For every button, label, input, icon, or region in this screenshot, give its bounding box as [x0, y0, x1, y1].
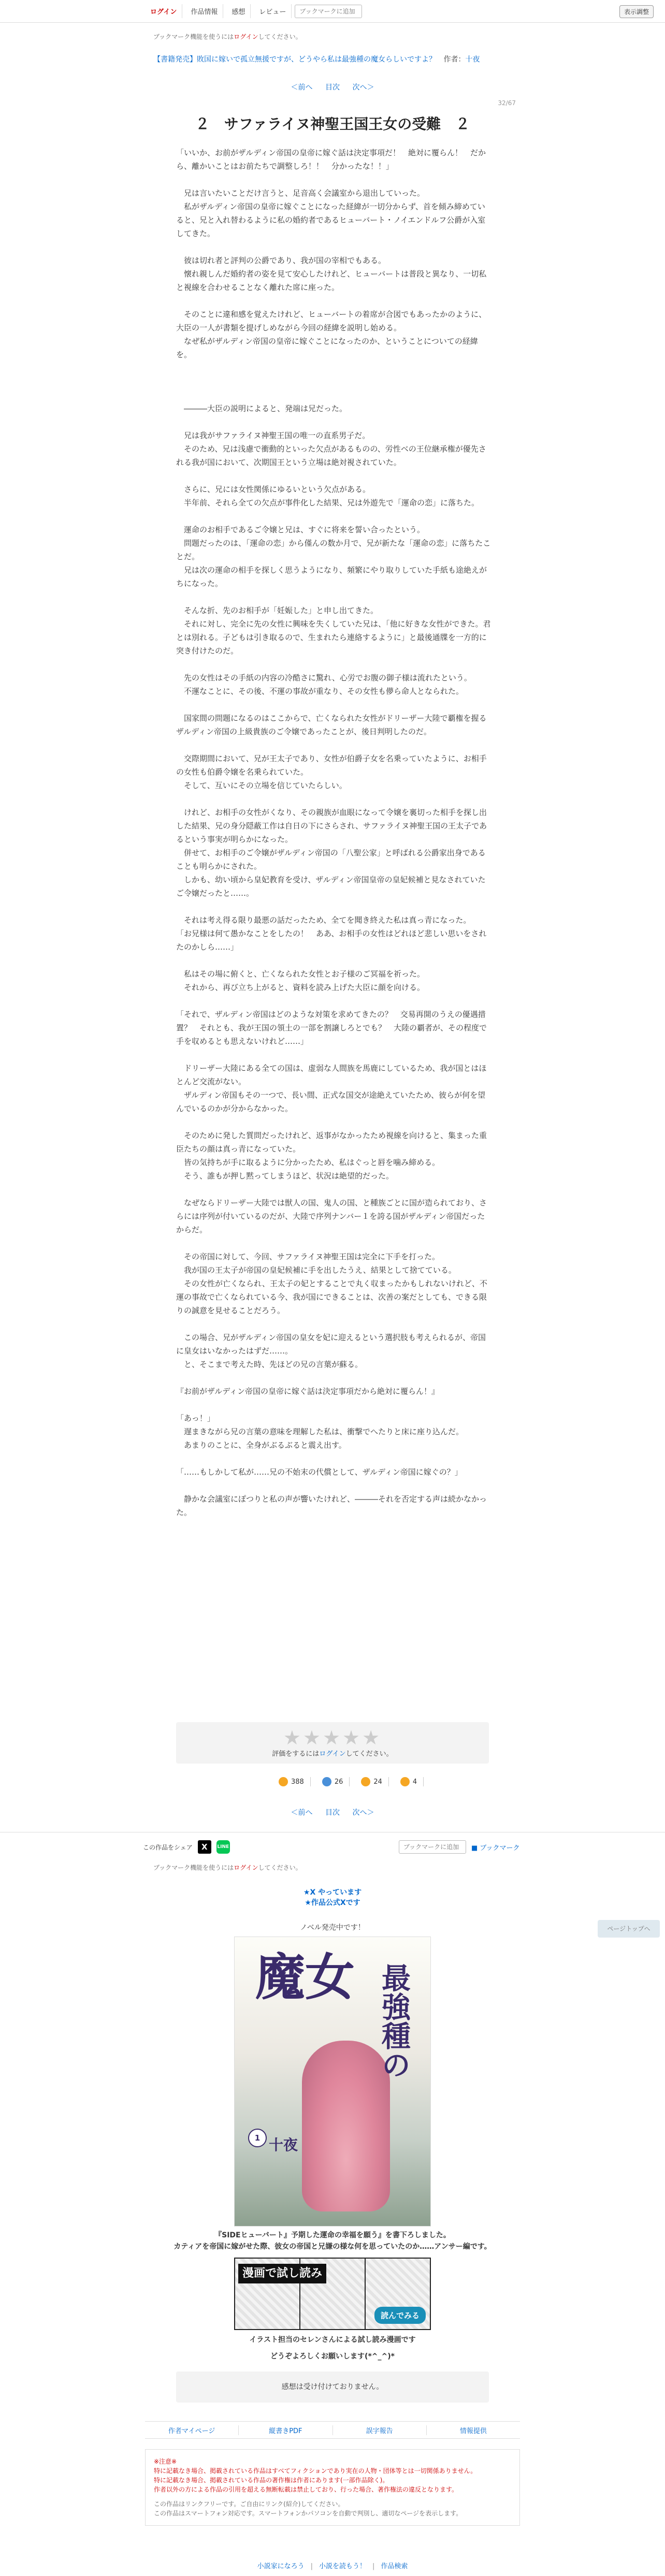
promo-novel-sale: ノベル発売中です！	[300, 1924, 365, 1932]
promo-x-line2[interactable]: ★作品公式Xです	[305, 1899, 360, 1907]
body-paragraph: 不運なことに、その後、不運の事故が重なり、その女性も儚ら命人となられた。	[176, 687, 464, 696]
toc-link[interactable]: 目次	[325, 1809, 340, 1817]
body-paragraph: 兄は言いたいことだけ言うと、足音高く会議室から退出していった。	[176, 188, 425, 198]
vertical-pdf-link[interactable]: 縦書きPDF	[239, 2425, 332, 2435]
body-paragraph	[176, 698, 492, 711]
body-paragraph	[176, 1317, 492, 1331]
site-link[interactable]: 作品検索	[381, 2563, 408, 2570]
body-paragraph: 懐れ親しんだ婚約者の姿を見て安心したけれど、ヒューバートは普段と異なり、一切私と視線を合わせることなく離れた席に座った。	[176, 269, 487, 292]
body-paragraph: それに対し、完全に先の女性に興味を失くしていた兄は、「他に好きな女性ができた。君とは別れる。子どもは引き取るので、生まれたら連絡するように」と最後通牒を一方的に突き付けたのだ。	[176, 619, 491, 656]
body-paragraph: 併せて、お相手のご令嬢がザルディン帝国の「八聖公家」と呼ばれる公爵家出身であることも明らかにされた。	[176, 848, 486, 871]
body-paragraph	[176, 1048, 492, 1061]
spacer	[154, 2494, 511, 2499]
manga-preview-banner[interactable]	[234, 2258, 431, 2330]
bookmark-area	[399, 1840, 520, 1854]
body-paragraph: と、そこまで考えた時、先ほどの兄の言葉が蘇る。	[176, 1360, 363, 1369]
login-link[interactable]: ログイン	[145, 4, 182, 18]
disclaimer-box	[145, 2449, 520, 2526]
episode-number: 32/67	[498, 99, 516, 107]
reaction-laughing-face[interactable]	[361, 1777, 389, 1786]
body-paragraph: 先の女性はその手紙の内容の冷酷さに驚れ、心労でお腹の御子様は流れたという。	[176, 673, 472, 682]
body-paragraph: そのことに違和感を覚えたけれど、ヒューバートの着席が合図でもあったかのように、大臣の一人が書類を提げしめながら今回の経緯を説明し始める。	[176, 310, 487, 332]
thumbs-up-icon	[279, 1777, 288, 1786]
body-paragraph: そう、誰もが押し黙ってしまうほど、状況は絶望的だった。	[176, 1171, 394, 1181]
notice-login-link[interactable]: ログイン	[234, 33, 258, 40]
body-paragraph	[176, 1115, 492, 1129]
x-share-icon[interactable]: X	[198, 1840, 211, 1854]
bookmark-button[interactable]: ■ ブックマーク	[471, 1844, 520, 1852]
share-label: この作品をシェア	[143, 1843, 193, 1851]
top-header	[0, 0, 665, 23]
prev-link[interactable]: ＜前へ	[291, 1809, 313, 1817]
body-paragraph: 私がザルディン帝国の皇帝に嫁ぐことになった経緯が一切分からず、首を傾み締めていると、兄と入れ替わるように私の婚約者であるヒューバート・ノイエンドルフ公爵が入室してきた。	[176, 202, 486, 238]
body-paragraph: 「お兄様は何て愚かなことをしたの！ ああ、お相手の女性はどれほど悲しい思いをされたのかしら……」	[176, 929, 487, 952]
typo-report-link[interactable]: 誤字報告	[333, 2425, 427, 2435]
rating-note: 評価をするにはログインしてください。	[272, 1750, 393, 1758]
share-row	[143, 1840, 230, 1854]
reaction-count: 4	[412, 1778, 417, 1786]
link-separator: |	[372, 2563, 375, 2570]
body-paragraph	[176, 738, 492, 752]
body-paragraph	[176, 1479, 492, 1492]
body-paragraph: 彼は切れ者と評判の公爵であり、我が国の宰相でもある。	[176, 256, 386, 265]
site-link[interactable]: 小説家になろう	[257, 2563, 305, 2570]
manga-banner-title: 漫画で試し読み	[238, 2264, 326, 2283]
body-paragraph: 「それで、ザルディン帝国はどのような対策を求めてきたの？ 交易再開のうえの優遇措置？ それとも、我が王国の領土の一部を割譲しろとでも？ 大陸の覇者が、その程度で手を収めるとも思えないけれど……」	[176, 1010, 487, 1046]
body-paragraph	[176, 240, 492, 254]
body-paragraph: 私はその場に俯くと、亡くなられた女性とお子様のご冥福を祈った。	[176, 969, 425, 979]
toc-link[interactable]: 目次	[325, 83, 340, 92]
body-paragraph	[176, 792, 492, 806]
promo-caption-2: カティアを帝国に嫁がせた際、彼女の帝国と兄嫌の様な何を思っていたのか……アンサー編です。	[174, 2243, 491, 2251]
manga-read-button[interactable]: 読んでみる	[374, 2307, 426, 2324]
body-paragraph	[176, 1398, 492, 1411]
display-toggle-button[interactable]: 表示調整	[619, 5, 654, 18]
series-title-link[interactable]: 【書籍発売】敗国に嫁いで孤立無援ですが、どうやら私は最強種の魔女らしいですよ？	[153, 55, 436, 64]
cover-author: 十夜	[269, 2136, 298, 2153]
body-paragraph: それは考え得る限り最悪の話だったため、全てを聞き終えた私は真っ青になった。	[176, 915, 471, 925]
promo-caption-1: 『SIDEヒューバート』予期した運命の幸福を願う』を書下ろしました。	[214, 2231, 451, 2239]
body-paragraph	[176, 469, 492, 483]
disclaimer-line: 作者以外の方による作品の引用を超える無断転載は禁止しており、行った場合、著作権法の違反となります。	[154, 2486, 458, 2493]
book-cover-image[interactable]	[234, 1937, 431, 2226]
body-paragraph	[176, 1371, 492, 1385]
link-separator: |	[310, 2563, 313, 2570]
promo-x-line1[interactable]: ★X やっています	[303, 1888, 362, 1897]
body-paragraph: なぜ私がザルディン帝国の皇帝に嫁ぐことになったのか、ということについての経緯を。	[176, 337, 478, 359]
prev-link[interactable]: ＜前へ	[291, 83, 313, 92]
body-paragraph	[176, 361, 492, 375]
clap-icon	[400, 1777, 410, 1786]
body-paragraph: しかも、幼い頃から皇妃教育を受け、ザルディン帝国皇帝の皇妃候補と見なされていたご令嬢だったと……。	[176, 875, 486, 898]
disclaimer-title: ※注意※	[154, 2458, 177, 2465]
rating-box	[176, 1722, 489, 1764]
next-link[interactable]: 次へ＞	[352, 83, 374, 92]
body-paragraph: 我が国の王太子が帝国の皇妃候補に手を出したうえ、結果として捨てている。	[176, 1265, 456, 1275]
body-paragraph: さらに、兄には女性関係にゆるいという欠点がある。	[176, 485, 371, 494]
laughing-face-icon	[361, 1777, 370, 1786]
body-paragraph: そのため、兄は浅慮で衝動的といった欠点があるものの、労性ベの王位継承権が優先される我が国において、次期国王という立場は絶対視されていた。	[176, 444, 486, 467]
body-paragraph: ザルディン帝国もその一つで、長い間、正式な国交が途絶えていたため、彼らが何を望んでいるのかが分からなかった。	[176, 1090, 486, 1113]
body-paragraph: けれど、お相手の女性がくなり、その親族が血眼になって令嬢を裏切った相手を探し出した結果、兄の身分隠蔽工作は自日の下にさらされ、サファライヌ神聖王国の王太子であるという事実が明らかになった。	[176, 808, 487, 844]
body-paragraph: 「あっ！」	[176, 1414, 215, 1423]
reaction-count: 388	[291, 1778, 304, 1786]
bookmark-input[interactable]	[295, 5, 362, 18]
body-paragraph: あまりのことに、全身がぶるぶると震え出す。	[176, 1440, 346, 1450]
cover-title-sub: 最強種の	[377, 1963, 411, 2079]
body-paragraph: 交際期間において、兄が王太子であり、女性が伯爵子女を名乗っていたように、お相手の女性も伯爵令嬢を名乗られていた。	[176, 754, 487, 777]
body-paragraph: それから、再び立ち上がると、資料を読み上げた大臣に顔を向ける。	[176, 983, 425, 992]
body-paragraph: 皆の気持ちが手に取るように分かったため、私はぐっと唇を噛み締める。	[176, 1158, 440, 1167]
body-paragraph: 兄は次の運命の相手を探しく思うようになり、頻繁にやり取りしていた手紙も途絶えがちになった。	[176, 565, 487, 588]
pager-top	[0, 82, 665, 92]
bookmark-notice: ブックマーク機能を使うにはログインしてください。	[153, 33, 302, 40]
work-info-link[interactable]: 作品情報	[185, 4, 223, 18]
line-share-icon[interactable]: LINE	[216, 1840, 230, 1854]
body-paragraph	[176, 388, 492, 402]
reaction-crying-face[interactable]	[322, 1777, 350, 1786]
body-paragraph	[176, 1236, 492, 1250]
body-paragraph	[176, 658, 492, 671]
page-top-button[interactable]: ページトップへ	[598, 1920, 660, 1938]
body-paragraph	[176, 510, 492, 523]
cover-title-main: 魔女	[255, 1948, 355, 2006]
bookmark-notice-bottom: ブックマーク機能を使うにはログインしてください。	[153, 1864, 302, 1871]
body-paragraph: この場合、兄がザルディン帝国の皇女を妃に迎えるという選択肢も考えられるが、帝国に皇女はいなかったはずだ……。	[176, 1333, 486, 1356]
body-paragraph	[176, 415, 492, 429]
body-paragraph: 「……もしかして私が……兄の不始末の代償として、ザルディン帝国に嫁ぐの？」	[176, 1467, 462, 1477]
review-link[interactable]: レビュー	[254, 4, 292, 18]
body-paragraph	[176, 900, 492, 913]
body-paragraph	[176, 994, 492, 1008]
comments-link[interactable]: 感想	[226, 4, 251, 18]
body-paragraph: ドリーザー大陸にある全ての国は、虚弱な人間族を馬鹿にしているため、我が国とはほとんど交流がない。	[176, 1064, 487, 1086]
rating-stars[interactable]: ★★★★★	[283, 1726, 382, 1749]
body-paragraph: 半年前、それら全ての欠点が事件化した結果、兄は外遊先で「運命の恋」に落ちた。	[176, 498, 480, 507]
author-link[interactable]: 十夜	[465, 55, 480, 64]
cover-volume: 1	[248, 2129, 267, 2147]
site-link[interactable]: 小説を読もう！	[319, 2563, 366, 2570]
pager-bottom	[0, 1807, 665, 1817]
body-paragraph	[176, 954, 492, 967]
body-paragraph	[176, 590, 492, 604]
body-paragraph: ―――大臣の説明によると、発端は兄だった。	[176, 404, 348, 413]
rating-login-link[interactable]: ログイン	[319, 1750, 346, 1758]
body-paragraph: その女性が亡くなられ、王太子の妃とすることで丸く収まったかもしれないけれど、不運の事故で亡くなられている今、我が国にできることは、次善の案だとしても、できる限りの誠意を見せることだろう。	[176, 1279, 487, 1315]
disclaimer-line: 特に記載なき場合、掲載されている作品はすべてフィクションであり実在の人物・団体等とは一切関係ありません。	[154, 2467, 477, 2475]
reaction-thumbs-up[interactable]	[279, 1777, 311, 1786]
reaction-count: 24	[373, 1778, 382, 1786]
body-paragraph: 遅まきながら兄の言葉の意味を理解した私は、衝撃でへたりと床に座り込んだ。	[176, 1427, 464, 1436]
notice-login-link-bottom[interactable]: ログイン	[234, 1864, 258, 1871]
body-paragraph: 静かな会議室にぽつりと私の声が響いたけれど、―――それを否定する声は続かなかった。	[176, 1494, 487, 1517]
body-paragraph	[176, 294, 492, 308]
reaction-clap[interactable]	[400, 1777, 424, 1786]
header-nav	[145, 4, 362, 18]
body-paragraph	[176, 375, 492, 388]
reaction-bar	[279, 1777, 424, 1786]
site-links	[0, 2560, 665, 2570]
body-paragraph: 問題だったのは、「運命の恋」から僅んの数か月で、兄が新たな「運命の恋」に落ちたことだ。	[176, 539, 491, 561]
series-title-line	[153, 54, 480, 64]
footer-nav	[145, 2421, 520, 2439]
disclaimer-line: 特に記載なき場合、掲載されている作品の著作権は作者にあります(一部作品除く)。	[154, 2477, 389, 2484]
body-paragraph	[176, 1183, 492, 1196]
disclaimer-line: この作品はリンクフリーです。ご自由にリンク(紹介)してください。	[154, 2500, 344, 2508]
reaction-count: 26	[334, 1778, 343, 1786]
body-paragraph	[176, 1452, 492, 1465]
promo-caption-4: どうぞよろしくお願いします(*^_^)*	[270, 2352, 395, 2361]
body-paragraph: そして、互いにその立場を信じていたらしい。	[176, 781, 347, 790]
body-paragraph: そんな折、先のお相手が「妊娠した」と申し出てきた。	[176, 606, 379, 615]
body-paragraph: なぜならドリーザー大陸では獣人の国、鬼人の国、と種族ごとに国が造られており、さらには序列が付いているのだが、大陸で序列ナンバー１を誇る国がザルディン帝国だったからだ。	[176, 1198, 487, 1234]
promo-caption-3: イラスト担当のセレンさんによる試し読み漫画です	[249, 2336, 416, 2344]
body-paragraph: その帝国に対して、今回、サファライヌ神聖王国は完全に下手を打った。	[176, 1252, 440, 1261]
body-paragraph: 「いいか、お前がザルディン帝国の皇帝に嫁ぐ話は決定事項だ！ 絶対に覆らん！ だから、離かいことはお前たちで調整しろ！！ 分かったな！！」	[176, 148, 486, 171]
body-paragraph: 『お前がザルディン帝国の皇帝に嫁ぐ話は決定事項だから絶対に覆らん！』	[176, 1387, 440, 1396]
body-paragraph: そのために発した質問だったけれど、返事がなかったため視線を向けると、集まった重臣たちの顔は真っ青になっていた。	[176, 1131, 487, 1154]
novel-body	[176, 146, 492, 1519]
author-mypage-link[interactable]: 作者マイページ	[145, 2425, 239, 2435]
chapter-title: ２ サファライヌ神聖王国王女の受難 ２	[195, 115, 470, 133]
comments-closed-box: 感想は受け付けておりません。	[176, 2371, 489, 2403]
disclaimer-line: この作品はスマートフォン対応です。スマートフォンかパソコンを自動で判別し、適切なページを表示します。	[154, 2510, 462, 2517]
body-paragraph	[176, 173, 492, 186]
body-paragraph: 兄は我がサファライヌ神聖王国の唯一の直系男子だ。	[176, 431, 370, 440]
bookmark-input-bottom[interactable]	[399, 1840, 466, 1854]
next-link[interactable]: 次へ＞	[352, 1809, 374, 1817]
crying-face-icon	[322, 1777, 331, 1786]
info-link[interactable]: 情報提供	[459, 2427, 487, 2435]
body-paragraph: 運命のお相手であるご令嬢と兄は、すぐに将来を誓い合ったという。	[176, 525, 425, 534]
body-paragraph: 国家間の問題になるのはここからで、亡くなられた女性がドリーザー大陸で覇権を握るザルディン帝国の上級貴族のご令嬢であったことが、後日判明したのだ。	[176, 714, 487, 736]
author-label: 作者：	[443, 55, 466, 64]
